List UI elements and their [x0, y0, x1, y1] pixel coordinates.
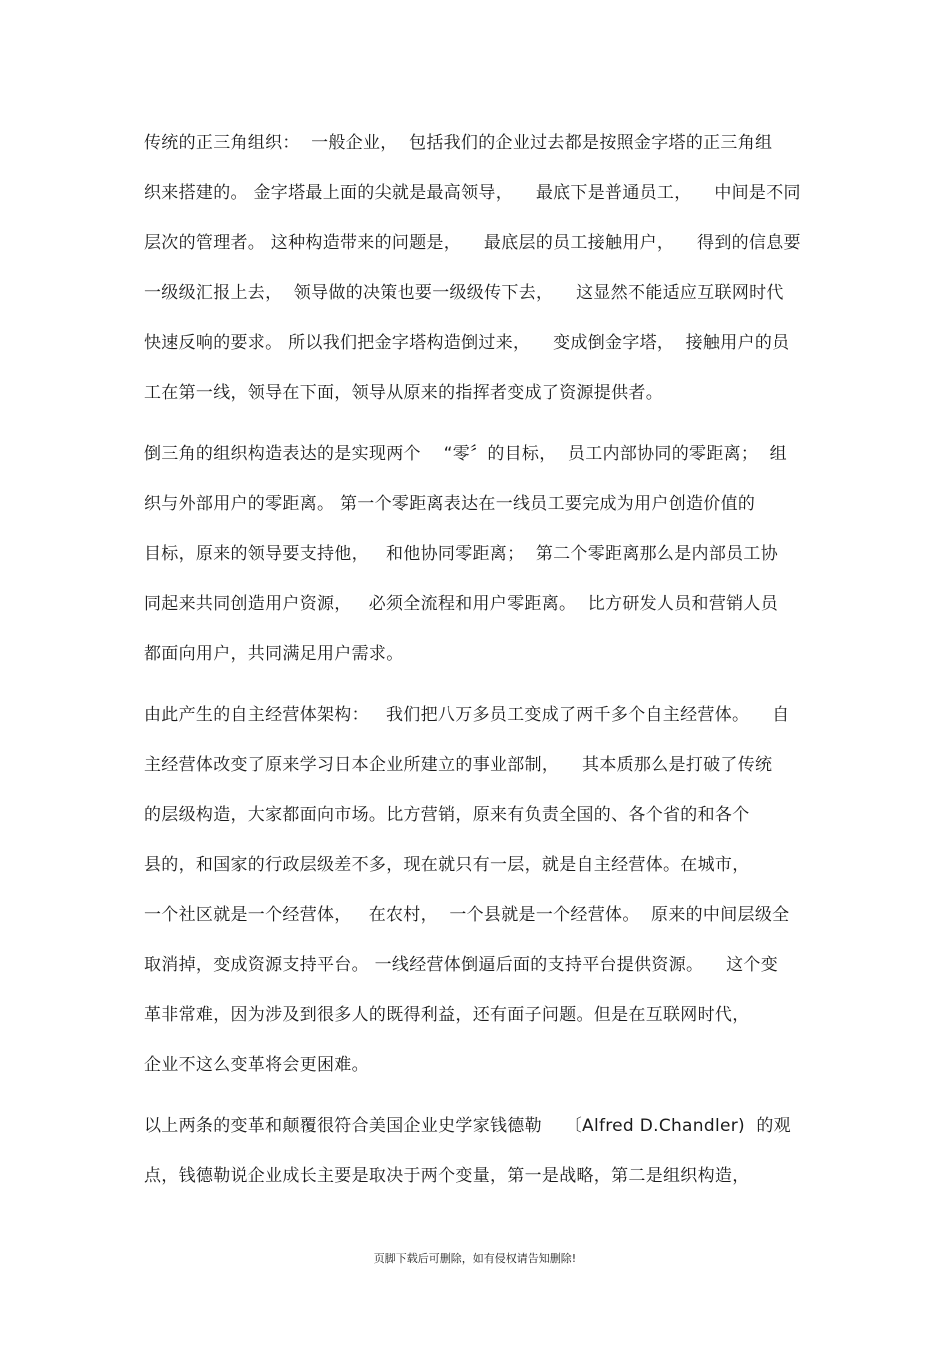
text-line: 倒三角的组织构造表达的是实现两个 “零〞的目标， 员工内部协同的零距离； 组	[144, 444, 787, 464]
text-line: 快速反响的要求。 所以我们把金字塔构造倒过来， 变成倒金字塔， 接触用户的员	[144, 333, 790, 353]
text-line: 工在第一线，领导在下面，领导从原来的指挥者变成了资源提供者。	[144, 383, 663, 403]
text-line: 县的，和国家的行政层级差不多，现在就只有一层，就是自主经营体。在城市，	[144, 855, 750, 875]
text-line: 革非常难，因为涉及到很多人的既得利益，还有面子问题。但是在互联网时代，	[144, 1005, 750, 1025]
text-line: 同起来共同创造用户资源， 必须全流程和用户零距离。 比方研发人员和营销人员	[144, 594, 779, 614]
text-line: 层次的管理者。 这种构造带来的问题是， 最底层的员工接触用户， 得到的信息要	[144, 233, 801, 253]
text-line: 目标，原来的领导要支持他， 和他协同零距离； 第二个零距离那么是内部员工协	[144, 544, 779, 564]
text-line: 一个社区就是一个经营体， 在农村， 一个县就是一个经营体。 原来的中间层级全	[144, 905, 790, 925]
text-line: 以上两条的变革和颠覆很符合美国企业史学家钱德勒 〔Alfred D.Chandler) 的观	[144, 1116, 791, 1136]
paragraph-inverted-triangle	[144, 444, 812, 694]
text-line: 传统的正三角组织： 一般企业， 包括我们的企业过去都是按照金字塔的正三角组	[144, 133, 773, 153]
text-line: 织来搭建的。 金字塔最上面的尖就是最高领导， 最底下是普通员工， 中间是不同	[144, 183, 801, 203]
text-line: 织与外部用户的零距离。 第一个零距离表达在一线员工要完成为用户创造价值的	[144, 494, 756, 514]
text-line: 的层级构造，大家都面向市场。比方营销，原来有负责全国的、各个省的和各个	[144, 805, 750, 825]
text-line: 取消掉，变成资源支持平台。 一线经营体倒逼后面的支持平台提供资源。 这个变	[144, 955, 779, 975]
paragraph-pyramid-organization	[144, 133, 812, 433]
text-line: 点，钱德勒说企业成长主要是取决于两个变量，第一是战略，第二是组织构造，	[144, 1166, 750, 1186]
page-footer: 页脚下载后可删除，如有侵权请告知删除!	[373, 1252, 577, 1265]
paragraph-self-managed-units	[144, 705, 812, 1105]
text-line: 一级级汇报上去， 领导做的决策也要一级级传下去， 这显然不能适应互联网时代	[144, 283, 784, 303]
text-line: 企业不这么变革将会更困难。	[144, 1055, 369, 1075]
text-line: 由此产生的自主经营体架构： 我们把八万多员工变成了两千多个自主经营体。 自	[144, 705, 790, 725]
text-line: 都面向用户，共同满足用户需求。	[144, 644, 404, 664]
text-line: 主经营体改变了原来学习日本企业所建立的事业部制， 其本质那么是打破了传统	[144, 755, 773, 775]
paragraph-chandler	[144, 1116, 812, 1216]
